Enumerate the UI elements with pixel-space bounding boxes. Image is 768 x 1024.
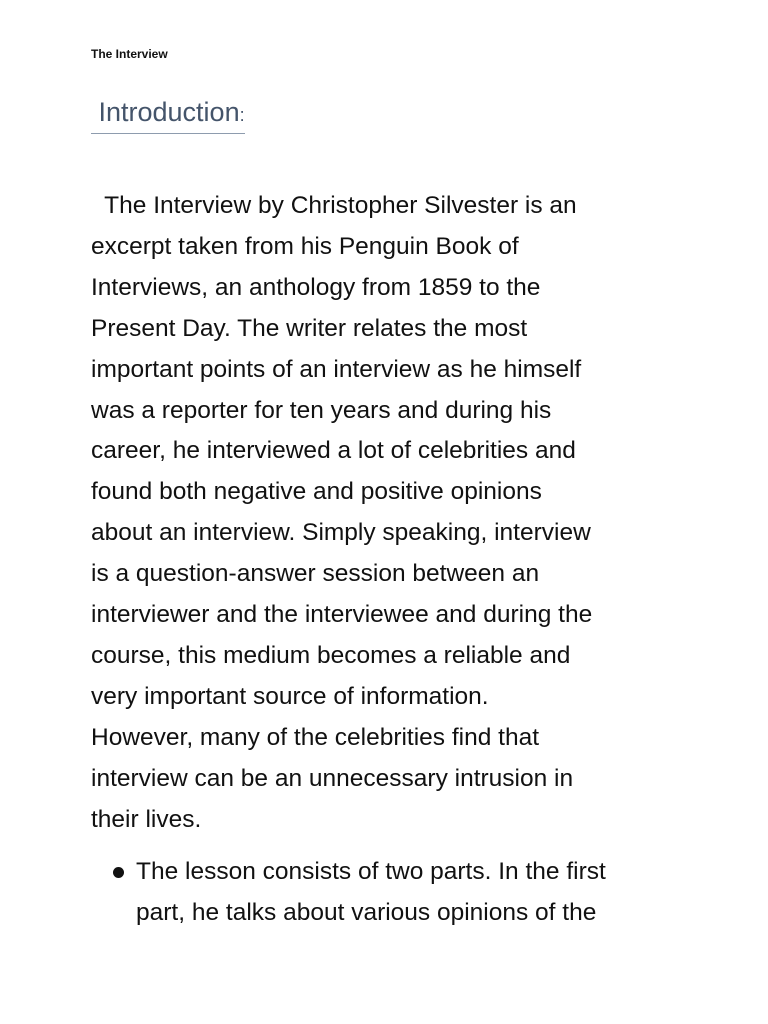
section-heading-colon: :	[239, 105, 245, 125]
intro-paragraph	[91, 186, 691, 841]
paragraph-line: career, he interviewed a lot of celebrities and	[91, 437, 576, 465]
paragraph-line: is a question-answer session between an	[91, 560, 540, 588]
bullet-list	[91, 852, 711, 934]
paragraph-line: about an interview. Simply speaking, interview	[91, 519, 591, 547]
paragraph-line: important points of an interview as he himself	[91, 355, 582, 383]
paragraph-line: found both negative and positive opinions	[91, 478, 542, 506]
paragraph-line: The Interview by Christopher Silvester is an	[91, 192, 577, 219]
paragraph-line: very important source of information.	[91, 682, 489, 710]
paragraph-line: However, many of the celebrities find that	[91, 723, 540, 751]
paragraph-line: was a reporter for ten years and during his	[91, 396, 552, 424]
paragraph-line: excerpt taken from his Penguin Book of	[91, 232, 519, 260]
section-heading	[91, 94, 245, 134]
paragraph-line: Interviews, an anthology from 1859 to the	[91, 273, 541, 301]
bullet-line: part, he talks about various opinions of the	[136, 898, 597, 926]
paragraph-line: Present Day. The writer relates the most	[91, 314, 528, 342]
bullet-dot-icon	[113, 867, 124, 878]
paragraph-line: their lives.	[91, 805, 202, 833]
paragraph-line: interviewer and the interviewee and during the	[91, 601, 593, 629]
paragraph-line: interview can be an unnecessary intrusion in	[91, 764, 574, 792]
paragraph-line: course, this medium becomes a reliable and	[91, 641, 571, 669]
list-item	[91, 852, 711, 934]
section-heading-text: Introduction	[91, 97, 240, 127]
bullet-line: The lesson consists of two parts. In the first	[136, 858, 606, 885]
running-header: The Interview	[91, 47, 168, 61]
